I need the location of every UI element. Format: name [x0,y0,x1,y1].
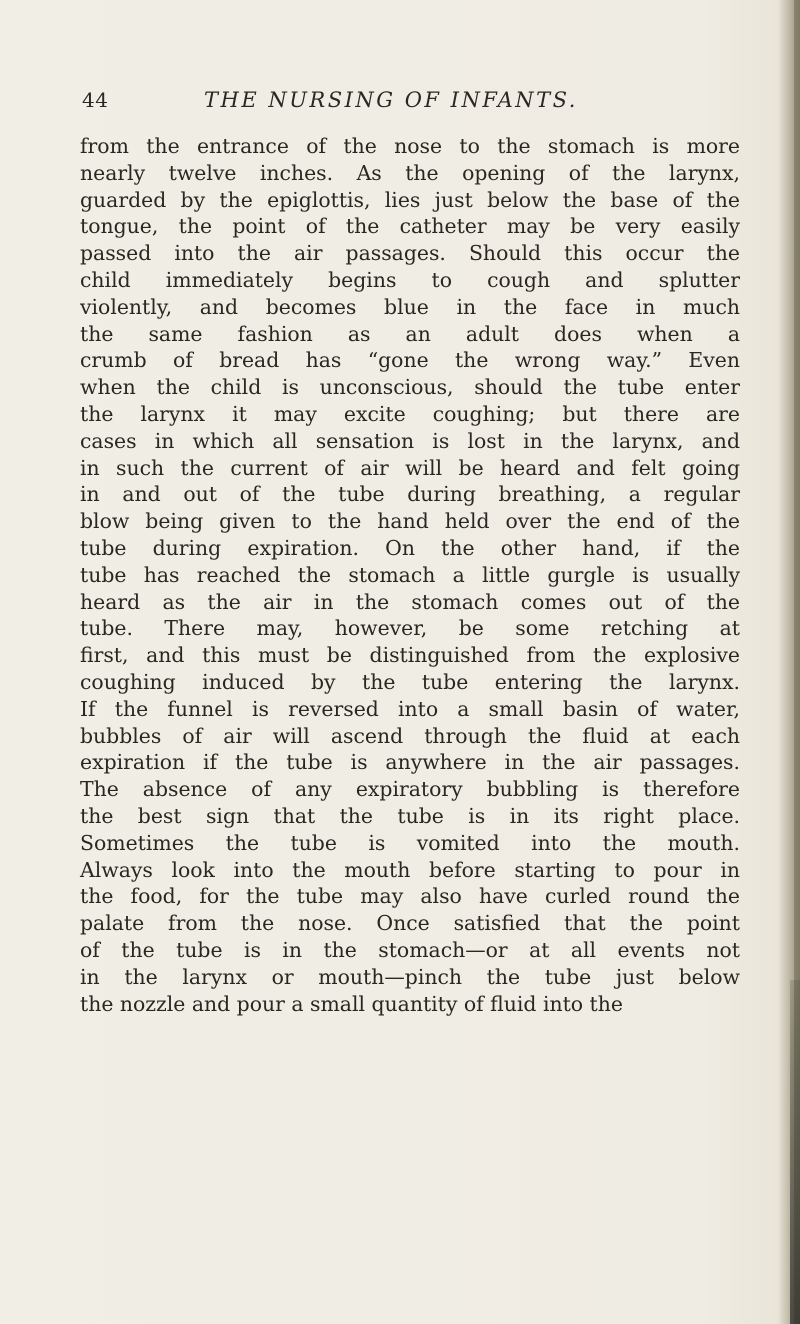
text-line: in and out of the tube during breathing, a regular [80,482,740,507]
text-line: tongue, the point of the catheter may be very easily [80,214,740,239]
text-line: in the larynx or mouth—pinch the tube just below [80,964,740,989]
text-line: in such the current of air will be heard and felt going [80,455,740,480]
text-line: tube has reached the stomach a little gurgle is usually [80,562,740,587]
text-line: the same fashion as an adult does when a [80,321,740,346]
text-line: tube during expiration. On the other hand, if the [80,535,740,560]
text-line: crumb of bread has “gone the wrong way.” Even [80,348,740,373]
text-line: violently, and becomes blue in the face in much [80,294,740,319]
text-line: Always look into the mouth before starting to pour in [80,857,740,882]
text-line: expiration if the tube is anywhere in the air passages. [80,750,740,775]
text-line: The absence of any expiratory bubbling is therefore [80,777,740,802]
text-line: of the tube is in the stomach—or at all events not [80,937,740,962]
page-edge-band-bottom [790,980,800,1324]
text-line: bubbles of air will ascend through the fluid at each [80,723,740,748]
running-head: THE NURSING OF INFANTS. [204,88,578,112]
text-line: passed into the air passages. Should this occur the [80,241,740,266]
text-line: guarded by the epiglottis, lies just below the base of the [80,187,740,212]
text-line: tube. There may, however, be some retching at [80,616,740,641]
text-line: If the funnel is reversed into a small basin of water, [80,696,740,721]
page-number: 44 [82,88,109,112]
text-line: child immediately begins to cough and splutter [80,267,740,292]
text-line: first, and this must be distinguished from the explosive [80,643,740,668]
page-header [0,86,800,120]
text-line: nearly twelve inches. As the opening of the larynx, [80,160,740,185]
text-line: palate from the nose. Once satisfied that the point [80,911,740,936]
body-paragraph [80,133,740,1017]
text-line: the best sign that the tube is in its right place. [80,803,740,828]
text-line: Sometimes the tube is vomited into the mouth. [80,830,740,855]
text-line: when the child is unconscious, should the tube enter [80,375,740,400]
text-line: heard as the air in the stomach comes out of the [80,589,740,614]
text-line: cases in which all sensation is lost in the larynx, and [80,428,740,453]
text-line: the larynx it may excite coughing; but there are [80,401,740,426]
text-line: from the entrance of the nose to the stomach is more [80,134,740,158]
text-line: blow being given to the hand held over the end of the [80,509,740,534]
text-line: the food, for the tube may also have curled round the [80,884,740,909]
text-line: coughing induced by the tube entering the larynx. [80,669,740,694]
text-line: the nozzle and pour a small quantity of fluid into the [80,991,623,1016]
